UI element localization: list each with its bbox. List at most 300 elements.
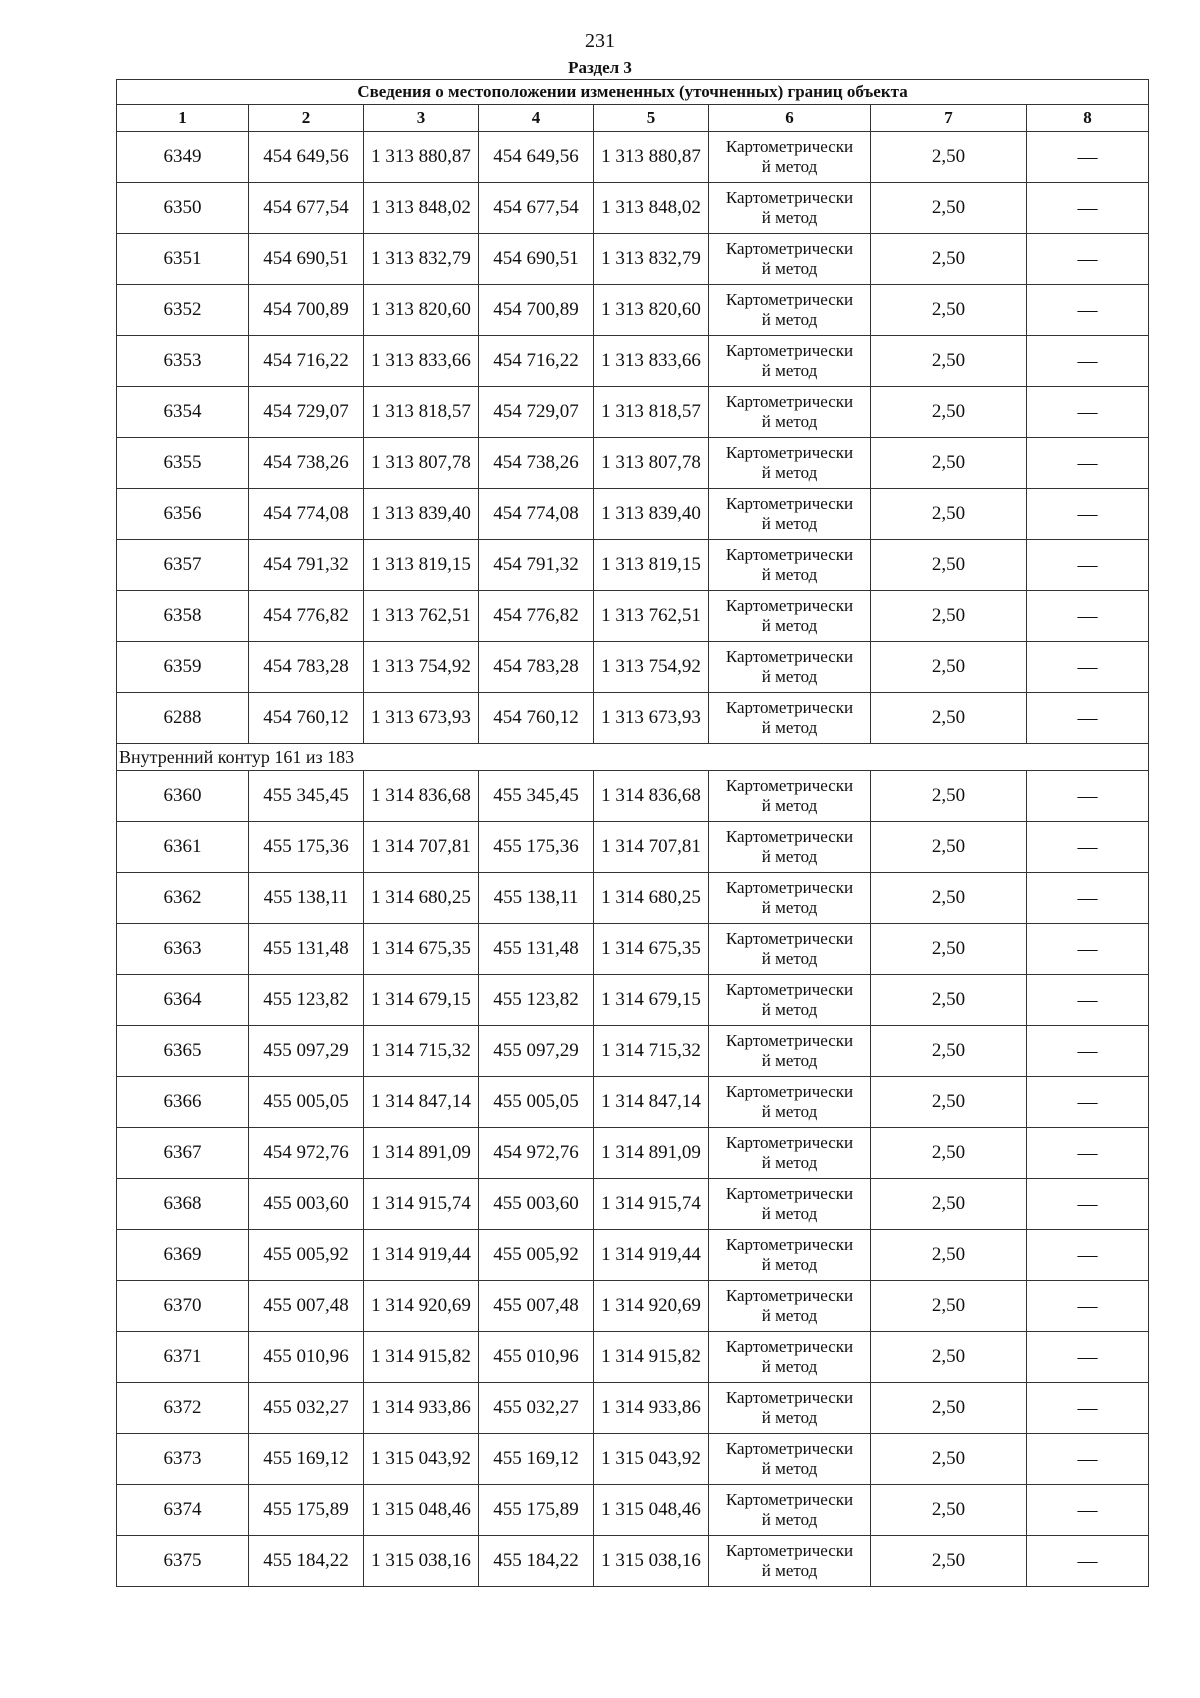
- point-number-cell: 6371: [117, 1332, 249, 1383]
- point-number-cell: 6361: [117, 822, 249, 873]
- x-coordinate-cell: 455 097,29: [479, 1026, 594, 1077]
- method-text: й метод: [761, 1510, 818, 1529]
- y-coordinate-cell: 1 313 754,92: [364, 642, 479, 693]
- y-coordinate-cell: 1 313 833,66: [594, 336, 709, 387]
- point-number-cell: 6368: [117, 1179, 249, 1230]
- table-row: [117, 234, 1149, 285]
- table-row: [117, 822, 1149, 873]
- y-coordinate-cell: 1 314 915,74: [364, 1179, 479, 1230]
- x-coordinate-cell: 455 032,27: [249, 1383, 364, 1434]
- accuracy-cell: 2,50: [871, 1281, 1027, 1332]
- table-row: [117, 285, 1149, 336]
- point-number-cell: 6351: [117, 234, 249, 285]
- y-coordinate-cell: 1 315 043,92: [594, 1434, 709, 1485]
- method-text: й метод: [761, 1459, 818, 1478]
- description-cell: —: [1027, 1383, 1149, 1434]
- method-cell: [709, 1026, 871, 1077]
- accuracy-cell: 2,50: [871, 438, 1027, 489]
- method-text: й метод: [761, 1255, 818, 1274]
- y-coordinate-cell: 1 314 836,68: [364, 771, 479, 822]
- y-coordinate-cell: 1 313 819,15: [364, 540, 479, 591]
- description-cell: —: [1027, 387, 1149, 438]
- y-coordinate-cell: 1 313 762,51: [594, 591, 709, 642]
- x-coordinate-cell: 454 774,08: [249, 489, 364, 540]
- point-number-cell: 6366: [117, 1077, 249, 1128]
- y-coordinate-cell: 1 313 818,57: [594, 387, 709, 438]
- method-cell: [709, 387, 871, 438]
- method-cell: [709, 1434, 871, 1485]
- x-coordinate-cell: 455 003,60: [249, 1179, 364, 1230]
- x-coordinate-cell: 455 010,96: [249, 1332, 364, 1383]
- y-coordinate-cell: 1 314 915,82: [594, 1332, 709, 1383]
- y-coordinate-cell: 1 314 715,32: [594, 1026, 709, 1077]
- point-number-cell: 6353: [117, 336, 249, 387]
- description-cell: —: [1027, 642, 1149, 693]
- y-coordinate-cell: 1 313 839,40: [364, 489, 479, 540]
- point-number-cell: 6356: [117, 489, 249, 540]
- method-cell: [709, 822, 871, 873]
- y-coordinate-cell: 1 313 818,57: [364, 387, 479, 438]
- y-coordinate-cell: 1 314 679,15: [364, 975, 479, 1026]
- y-coordinate-cell: 1 314 920,69: [364, 1281, 479, 1332]
- y-coordinate-cell: 1 313 848,02: [594, 183, 709, 234]
- method-text: Картометрически: [725, 137, 854, 156]
- accuracy-cell: 2,50: [871, 771, 1027, 822]
- accuracy-cell: 2,50: [871, 1128, 1027, 1179]
- point-number-cell: 6360: [117, 771, 249, 822]
- method-text: Картометрически: [725, 980, 854, 999]
- method-cell: [709, 132, 871, 183]
- method-text: Картометрически: [725, 392, 854, 411]
- method-cell: [709, 1128, 871, 1179]
- method-text: й метод: [761, 1306, 818, 1325]
- y-coordinate-cell: 1 313 820,60: [594, 285, 709, 336]
- table-row: [117, 489, 1149, 540]
- method-cell: [709, 771, 871, 822]
- table-row: [117, 924, 1149, 975]
- method-text: й метод: [761, 463, 818, 482]
- method-text: Картометрически: [725, 647, 854, 666]
- point-number-cell: 6349: [117, 132, 249, 183]
- column-number-header: 3: [364, 105, 479, 132]
- method-cell: [709, 489, 871, 540]
- method-text: Картометрически: [725, 290, 854, 309]
- accuracy-cell: 2,50: [871, 1026, 1027, 1077]
- accuracy-cell: 2,50: [871, 285, 1027, 336]
- description-cell: —: [1027, 1026, 1149, 1077]
- y-coordinate-cell: 1 313 673,93: [594, 693, 709, 744]
- description-cell: —: [1027, 822, 1149, 873]
- method-text: Картометрически: [725, 1082, 854, 1101]
- method-text: й метод: [761, 412, 818, 431]
- method-text: й метод: [761, 1408, 818, 1427]
- method-text: й метод: [761, 1357, 818, 1376]
- point-number-cell: 6364: [117, 975, 249, 1026]
- x-coordinate-cell: 455 123,82: [249, 975, 364, 1026]
- description-cell: —: [1027, 438, 1149, 489]
- accuracy-cell: 2,50: [871, 873, 1027, 924]
- x-coordinate-cell: 455 184,22: [249, 1536, 364, 1587]
- y-coordinate-cell: 1 313 807,78: [364, 438, 479, 489]
- y-coordinate-cell: 1 314 933,86: [364, 1383, 479, 1434]
- description-cell: —: [1027, 1179, 1149, 1230]
- y-coordinate-cell: 1 314 891,09: [594, 1128, 709, 1179]
- table-row: [117, 1281, 1149, 1332]
- method-text: й метод: [761, 157, 818, 176]
- description-cell: —: [1027, 1485, 1149, 1536]
- x-coordinate-cell: 454 972,76: [479, 1128, 594, 1179]
- table-row: [117, 1128, 1149, 1179]
- x-coordinate-cell: 454 738,26: [479, 438, 594, 489]
- x-coordinate-cell: 454 774,08: [479, 489, 594, 540]
- method-text: й метод: [761, 361, 818, 380]
- method-text: Картометрически: [725, 1235, 854, 1254]
- table-row: [117, 1077, 1149, 1128]
- point-number-cell: 6370: [117, 1281, 249, 1332]
- x-coordinate-cell: 455 138,11: [249, 873, 364, 924]
- method-text: й метод: [761, 718, 818, 737]
- description-cell: —: [1027, 132, 1149, 183]
- table-row: [117, 975, 1149, 1026]
- method-text: Картометрически: [725, 1439, 854, 1458]
- x-coordinate-cell: 455 007,48: [249, 1281, 364, 1332]
- x-coordinate-cell: 454 776,82: [479, 591, 594, 642]
- method-cell: [709, 438, 871, 489]
- accuracy-cell: 2,50: [871, 975, 1027, 1026]
- method-text: й метод: [761, 1561, 818, 1580]
- accuracy-cell: 2,50: [871, 1383, 1027, 1434]
- y-coordinate-cell: 1 314 675,35: [364, 924, 479, 975]
- x-coordinate-cell: 454 729,07: [249, 387, 364, 438]
- method-cell: [709, 1485, 871, 1536]
- y-coordinate-cell: 1 313 833,66: [364, 336, 479, 387]
- y-coordinate-cell: 1 313 819,15: [594, 540, 709, 591]
- x-coordinate-cell: 454 700,89: [479, 285, 594, 336]
- point-number-cell: 6288: [117, 693, 249, 744]
- y-coordinate-cell: 1 315 038,16: [594, 1536, 709, 1587]
- table-row: [117, 1536, 1149, 1587]
- method-text: й метод: [761, 1153, 818, 1172]
- description-cell: —: [1027, 1536, 1149, 1587]
- y-coordinate-cell: 1 314 836,68: [594, 771, 709, 822]
- accuracy-cell: 2,50: [871, 924, 1027, 975]
- column-number-header: 2: [249, 105, 364, 132]
- method-text: й метод: [761, 514, 818, 533]
- method-cell: [709, 1077, 871, 1128]
- description-cell: —: [1027, 489, 1149, 540]
- x-coordinate-cell: 455 007,48: [479, 1281, 594, 1332]
- accuracy-cell: 2,50: [871, 591, 1027, 642]
- table-row: [117, 387, 1149, 438]
- x-coordinate-cell: 455 138,11: [479, 873, 594, 924]
- method-text: й метод: [761, 1102, 818, 1121]
- x-coordinate-cell: 455 131,48: [479, 924, 594, 975]
- method-cell: [709, 1281, 871, 1332]
- accuracy-cell: 2,50: [871, 693, 1027, 744]
- boundary-coordinates-table: [116, 79, 1149, 1587]
- method-text: Картометрически: [725, 698, 854, 717]
- x-coordinate-cell: 455 010,96: [479, 1332, 594, 1383]
- point-number-cell: 6355: [117, 438, 249, 489]
- x-coordinate-cell: 454 700,89: [249, 285, 364, 336]
- method-text: й метод: [761, 259, 818, 278]
- column-number-header: 6: [709, 105, 871, 132]
- y-coordinate-cell: 1 314 847,14: [594, 1077, 709, 1128]
- description-cell: —: [1027, 591, 1149, 642]
- method-cell: [709, 1179, 871, 1230]
- method-text: й метод: [761, 667, 818, 686]
- point-number-cell: 6375: [117, 1536, 249, 1587]
- point-number-cell: 6374: [117, 1485, 249, 1536]
- x-coordinate-cell: 455 005,92: [249, 1230, 364, 1281]
- table-row: [117, 873, 1149, 924]
- method-text: й метод: [761, 1051, 818, 1070]
- table-row: [117, 540, 1149, 591]
- x-coordinate-cell: 455 175,36: [479, 822, 594, 873]
- point-number-cell: 6352: [117, 285, 249, 336]
- accuracy-cell: 2,50: [871, 1179, 1027, 1230]
- table-row: [117, 438, 1149, 489]
- table-row: [117, 1026, 1149, 1077]
- table-row: [117, 642, 1149, 693]
- y-coordinate-cell: 1 315 048,46: [594, 1485, 709, 1536]
- method-text: Картометрически: [725, 827, 854, 846]
- table-row: [117, 1230, 1149, 1281]
- y-coordinate-cell: 1 313 673,93: [364, 693, 479, 744]
- x-coordinate-cell: 455 005,05: [479, 1077, 594, 1128]
- method-cell: [709, 336, 871, 387]
- description-cell: —: [1027, 1128, 1149, 1179]
- y-coordinate-cell: 1 313 807,78: [594, 438, 709, 489]
- method-text: Картометрически: [725, 341, 854, 360]
- accuracy-cell: 2,50: [871, 540, 1027, 591]
- method-cell: [709, 285, 871, 336]
- x-coordinate-cell: 454 783,28: [479, 642, 594, 693]
- y-coordinate-cell: 1 313 839,40: [594, 489, 709, 540]
- x-coordinate-cell: 454 690,51: [249, 234, 364, 285]
- accuracy-cell: 2,50: [871, 1077, 1027, 1128]
- accuracy-cell: 2,50: [871, 132, 1027, 183]
- x-coordinate-cell: 455 123,82: [479, 975, 594, 1026]
- accuracy-cell: 2,50: [871, 489, 1027, 540]
- y-coordinate-cell: 1 314 707,81: [364, 822, 479, 873]
- method-text: й метод: [761, 949, 818, 968]
- method-text: Картометрически: [725, 1031, 854, 1050]
- point-number-cell: 6365: [117, 1026, 249, 1077]
- x-coordinate-cell: 454 677,54: [479, 183, 594, 234]
- method-text: Картометрически: [725, 1286, 854, 1305]
- description-cell: —: [1027, 1077, 1149, 1128]
- point-number-cell: 6369: [117, 1230, 249, 1281]
- method-cell: [709, 234, 871, 285]
- table-row: [117, 693, 1149, 744]
- x-coordinate-cell: 455 005,92: [479, 1230, 594, 1281]
- table-row: [117, 1434, 1149, 1485]
- point-number-cell: 6363: [117, 924, 249, 975]
- x-coordinate-cell: 454 738,26: [249, 438, 364, 489]
- point-number-cell: 6367: [117, 1128, 249, 1179]
- x-coordinate-cell: 455 169,12: [249, 1434, 364, 1485]
- x-coordinate-cell: 455 097,29: [249, 1026, 364, 1077]
- y-coordinate-cell: 1 315 043,92: [364, 1434, 479, 1485]
- y-coordinate-cell: 1 314 847,14: [364, 1077, 479, 1128]
- table-row: [117, 1332, 1149, 1383]
- table-row: [117, 1383, 1149, 1434]
- x-coordinate-cell: 454 760,12: [479, 693, 594, 744]
- x-coordinate-cell: 454 649,56: [249, 132, 364, 183]
- description-cell: —: [1027, 771, 1149, 822]
- column-number-header: 7: [871, 105, 1027, 132]
- accuracy-cell: 2,50: [871, 183, 1027, 234]
- x-coordinate-cell: 455 175,89: [479, 1485, 594, 1536]
- method-cell: [709, 1536, 871, 1587]
- description-cell: —: [1027, 873, 1149, 924]
- section-title: Раздел 3: [568, 58, 632, 77]
- method-text: Картометрически: [725, 239, 854, 258]
- column-number-header: 1: [117, 105, 249, 132]
- accuracy-cell: 2,50: [871, 1434, 1027, 1485]
- method-text: Картометрически: [725, 776, 854, 795]
- x-coordinate-cell: 454 783,28: [249, 642, 364, 693]
- column-number-header: 5: [594, 105, 709, 132]
- x-coordinate-cell: 454 716,22: [249, 336, 364, 387]
- table-caption: Сведения о местоположении измененных (уточненных) границ объекта: [117, 80, 1149, 105]
- column-number-header: 8: [1027, 105, 1149, 132]
- method-text: Картометрически: [725, 1541, 854, 1560]
- method-text: й метод: [761, 208, 818, 227]
- method-cell: [709, 924, 871, 975]
- description-cell: —: [1027, 540, 1149, 591]
- method-cell: [709, 1332, 871, 1383]
- method-text: й метод: [761, 310, 818, 329]
- description-cell: —: [1027, 924, 1149, 975]
- table-row: [117, 591, 1149, 642]
- accuracy-cell: 2,50: [871, 642, 1027, 693]
- x-coordinate-cell: 455 345,45: [249, 771, 364, 822]
- method-text: й метод: [761, 847, 818, 866]
- page-number: 231: [585, 30, 615, 52]
- y-coordinate-cell: 1 314 919,44: [594, 1230, 709, 1281]
- table-row: [117, 1179, 1149, 1230]
- method-text: й метод: [761, 616, 818, 635]
- table-row: [117, 1485, 1149, 1536]
- accuracy-cell: 2,50: [871, 336, 1027, 387]
- method-cell: [709, 1230, 871, 1281]
- table-row: [117, 183, 1149, 234]
- y-coordinate-cell: 1 313 880,87: [594, 132, 709, 183]
- y-coordinate-cell: 1 313 754,92: [594, 642, 709, 693]
- description-cell: —: [1027, 975, 1149, 1026]
- column-number-header: 4: [479, 105, 594, 132]
- method-text: Картометрически: [725, 494, 854, 513]
- description-cell: —: [1027, 183, 1149, 234]
- point-number-cell: 6372: [117, 1383, 249, 1434]
- x-coordinate-cell: 455 005,05: [249, 1077, 364, 1128]
- y-coordinate-cell: 1 314 915,74: [594, 1179, 709, 1230]
- table-row: [117, 771, 1149, 822]
- point-number-cell: 6354: [117, 387, 249, 438]
- x-coordinate-cell: 454 972,76: [249, 1128, 364, 1179]
- method-text: Картометрически: [725, 545, 854, 564]
- y-coordinate-cell: 1 313 832,79: [594, 234, 709, 285]
- method-cell: [709, 540, 871, 591]
- y-coordinate-cell: 1 314 715,32: [364, 1026, 479, 1077]
- y-coordinate-cell: 1 313 880,87: [364, 132, 479, 183]
- point-number-cell: 6359: [117, 642, 249, 693]
- method-text: й метод: [761, 565, 818, 584]
- x-coordinate-cell: 454 791,32: [249, 540, 364, 591]
- method-text: Картометрически: [725, 188, 854, 207]
- method-cell: [709, 1383, 871, 1434]
- point-number-cell: 6362: [117, 873, 249, 924]
- y-coordinate-cell: 1 313 832,79: [364, 234, 479, 285]
- x-coordinate-cell: 454 677,54: [249, 183, 364, 234]
- x-coordinate-cell: 454 649,56: [479, 132, 594, 183]
- x-coordinate-cell: 455 032,27: [479, 1383, 594, 1434]
- description-cell: —: [1027, 285, 1149, 336]
- accuracy-cell: 2,50: [871, 234, 1027, 285]
- x-coordinate-cell: 455 345,45: [479, 771, 594, 822]
- method-cell: [709, 591, 871, 642]
- y-coordinate-cell: 1 313 762,51: [364, 591, 479, 642]
- accuracy-cell: 2,50: [871, 1485, 1027, 1536]
- x-coordinate-cell: 455 169,12: [479, 1434, 594, 1485]
- method-text: Картометрически: [725, 878, 854, 897]
- y-coordinate-cell: 1 313 848,02: [364, 183, 479, 234]
- y-coordinate-cell: 1 315 048,46: [364, 1485, 479, 1536]
- y-coordinate-cell: 1 314 891,09: [364, 1128, 479, 1179]
- x-coordinate-cell: 454 776,82: [249, 591, 364, 642]
- y-coordinate-cell: 1 314 707,81: [594, 822, 709, 873]
- table-row: [117, 132, 1149, 183]
- y-coordinate-cell: 1 314 919,44: [364, 1230, 479, 1281]
- accuracy-cell: 2,50: [871, 1230, 1027, 1281]
- table-row: [117, 336, 1149, 387]
- x-coordinate-cell: 455 184,22: [479, 1536, 594, 1587]
- y-coordinate-cell: 1 314 680,25: [594, 873, 709, 924]
- method-text: Картометрически: [725, 443, 854, 462]
- method-text: й метод: [761, 796, 818, 815]
- point-number-cell: 6373: [117, 1434, 249, 1485]
- accuracy-cell: 2,50: [871, 1536, 1027, 1587]
- description-cell: —: [1027, 1434, 1149, 1485]
- y-coordinate-cell: 1 314 933,86: [594, 1383, 709, 1434]
- method-text: Картометрически: [725, 1388, 854, 1407]
- method-text: й метод: [761, 1204, 818, 1223]
- description-cell: —: [1027, 1281, 1149, 1332]
- x-coordinate-cell: 454 690,51: [479, 234, 594, 285]
- method-cell: [709, 975, 871, 1026]
- description-cell: —: [1027, 1332, 1149, 1383]
- contour-heading-row: [117, 744, 1149, 771]
- y-coordinate-cell: 1 314 915,82: [364, 1332, 479, 1383]
- x-coordinate-cell: 455 175,89: [249, 1485, 364, 1536]
- y-coordinate-cell: 1 313 820,60: [364, 285, 479, 336]
- description-cell: —: [1027, 693, 1149, 744]
- y-coordinate-cell: 1 315 038,16: [364, 1536, 479, 1587]
- method-text: Картометрически: [725, 1133, 854, 1152]
- description-cell: —: [1027, 234, 1149, 285]
- description-cell: —: [1027, 336, 1149, 387]
- method-text: Картометрически: [725, 1184, 854, 1203]
- method-cell: [709, 642, 871, 693]
- description-cell: —: [1027, 1230, 1149, 1281]
- y-coordinate-cell: 1 314 675,35: [594, 924, 709, 975]
- x-coordinate-cell: 455 175,36: [249, 822, 364, 873]
- point-number-cell: 6357: [117, 540, 249, 591]
- y-coordinate-cell: 1 314 920,69: [594, 1281, 709, 1332]
- accuracy-cell: 2,50: [871, 1332, 1027, 1383]
